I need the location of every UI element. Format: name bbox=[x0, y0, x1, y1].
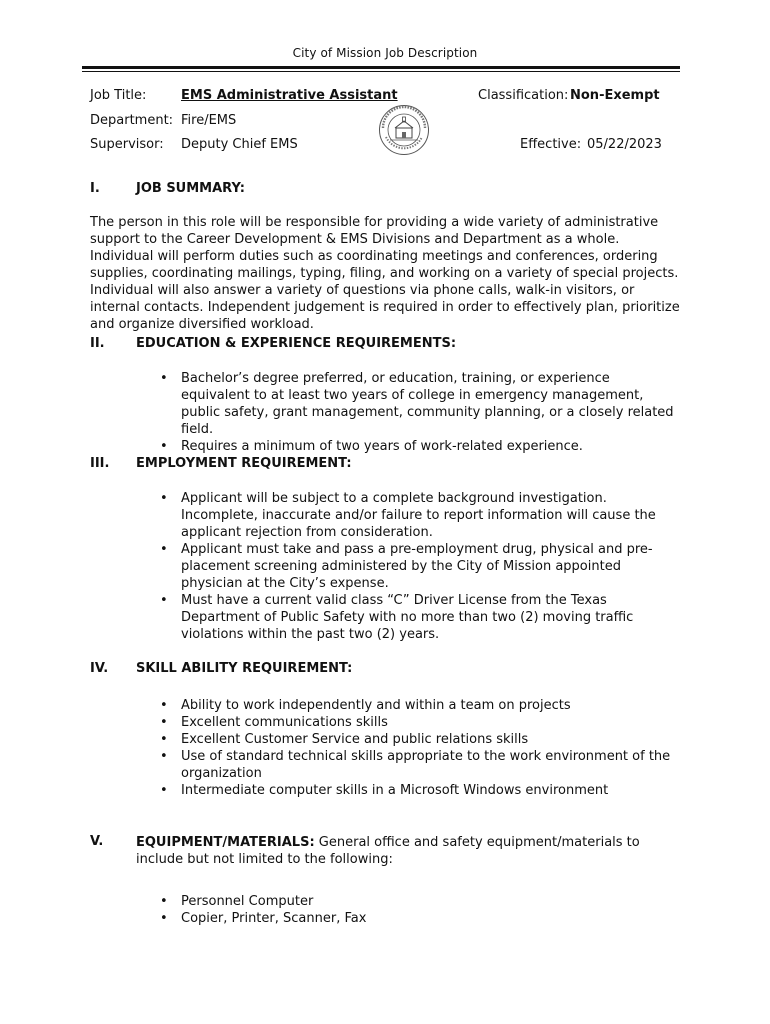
effective-value: 05/22/2023 bbox=[587, 137, 662, 152]
equipment-text: General office and safety equipment/materials to include but not limited to the following: bbox=[136, 835, 640, 867]
page-header: City of Mission Job Description bbox=[292, 46, 478, 60]
section-5-title: EQUIPMENT/MATERIALS: bbox=[136, 835, 315, 850]
section-2-title: EDUCATION & EXPERIENCE REQUIREMENTS: bbox=[136, 336, 457, 351]
department-value: Fire/EMS bbox=[181, 113, 237, 128]
classification-label: Classification: bbox=[478, 88, 569, 103]
effective-label: Effective: bbox=[520, 137, 582, 152]
skill-list bbox=[160, 697, 680, 799]
section-2-number: II. bbox=[90, 336, 105, 351]
section-3-number: III. bbox=[90, 456, 110, 471]
header-rule-thick bbox=[82, 66, 680, 69]
list-item: • Bachelor’s degree preferred, or education, training, or experience equivalent to at least two years of college in emergency management, public safety, grant management, community planning, or a closely related field. bbox=[160, 370, 680, 438]
job-summary-text: The person in this role will be responsible for providing a wide variety of administrative support to the Career Development & EMS Divisions and Department as a whole. Individual will perform duties such as coordinating meetings and conferences, ordering supplies, coordinating mailings, typing, filing, and working on a variety of special projects. Individual will also answer a variety of questions via phone calls, walk-in visitors, or internal contacts. Independent judgement is required in order to effectively plan, prioritize and organize diversified workload. bbox=[90, 215, 680, 332]
equipment-paragraph bbox=[136, 834, 656, 868]
job-title-value: EMS Administrative Assistant bbox=[181, 88, 398, 103]
section-5-number: V. bbox=[90, 834, 104, 849]
list-item: • Excellent Customer Service and public relations skills bbox=[160, 731, 680, 748]
section-1-number: I. bbox=[90, 181, 100, 196]
list-item: • Applicant must take and pass a pre-employment drug, physical and pre-placement screening administered by the City of Mission appointed physician at the City’s expense. bbox=[160, 541, 680, 592]
department-label: Department: bbox=[90, 113, 174, 128]
section-1-title: JOB SUMMARY: bbox=[136, 181, 245, 196]
list-item: • Excellent communications skills bbox=[160, 714, 680, 731]
list-item: • Ability to work independently and within a team on projects bbox=[160, 697, 680, 714]
section-4-title: SKILL ABILITY REQUIREMENT: bbox=[136, 661, 353, 676]
employment-list bbox=[160, 490, 680, 643]
list-item: • Requires a minimum of two years of work-related experience. bbox=[160, 438, 680, 455]
section-3-title: EMPLOYMENT REQUIREMENT: bbox=[136, 456, 352, 471]
list-item: • Intermediate computer skills in a Microsoft Windows environment bbox=[160, 782, 680, 799]
list-item: • Use of standard technical skills appropriate to the work environment of the organization bbox=[160, 748, 680, 782]
header-rule-thin bbox=[82, 71, 680, 72]
city-seal-icon bbox=[378, 104, 430, 156]
list-item: • Copier, Printer, Scanner, Fax bbox=[160, 910, 680, 927]
supervisor-label: Supervisor: bbox=[90, 137, 164, 152]
job-title-label: Job Title: bbox=[90, 88, 147, 103]
list-item: • Applicant will be subject to a complete background investigation. Incomplete, inaccurate and/or failure to report information will cause the applicant rejection from consideration. bbox=[160, 490, 680, 541]
equipment-list bbox=[160, 893, 680, 927]
classification-value: Non-Exempt bbox=[570, 88, 660, 103]
list-item: • Personnel Computer bbox=[160, 893, 680, 910]
education-list bbox=[160, 370, 680, 455]
list-item: • Must have a current valid class “C” Driver License from the Texas Department of Public Safety with no more than two (2) moving traffic violations within the past two (2) years. bbox=[160, 592, 680, 643]
supervisor-value: Deputy Chief EMS bbox=[181, 137, 298, 152]
section-4-number: IV. bbox=[90, 661, 109, 676]
